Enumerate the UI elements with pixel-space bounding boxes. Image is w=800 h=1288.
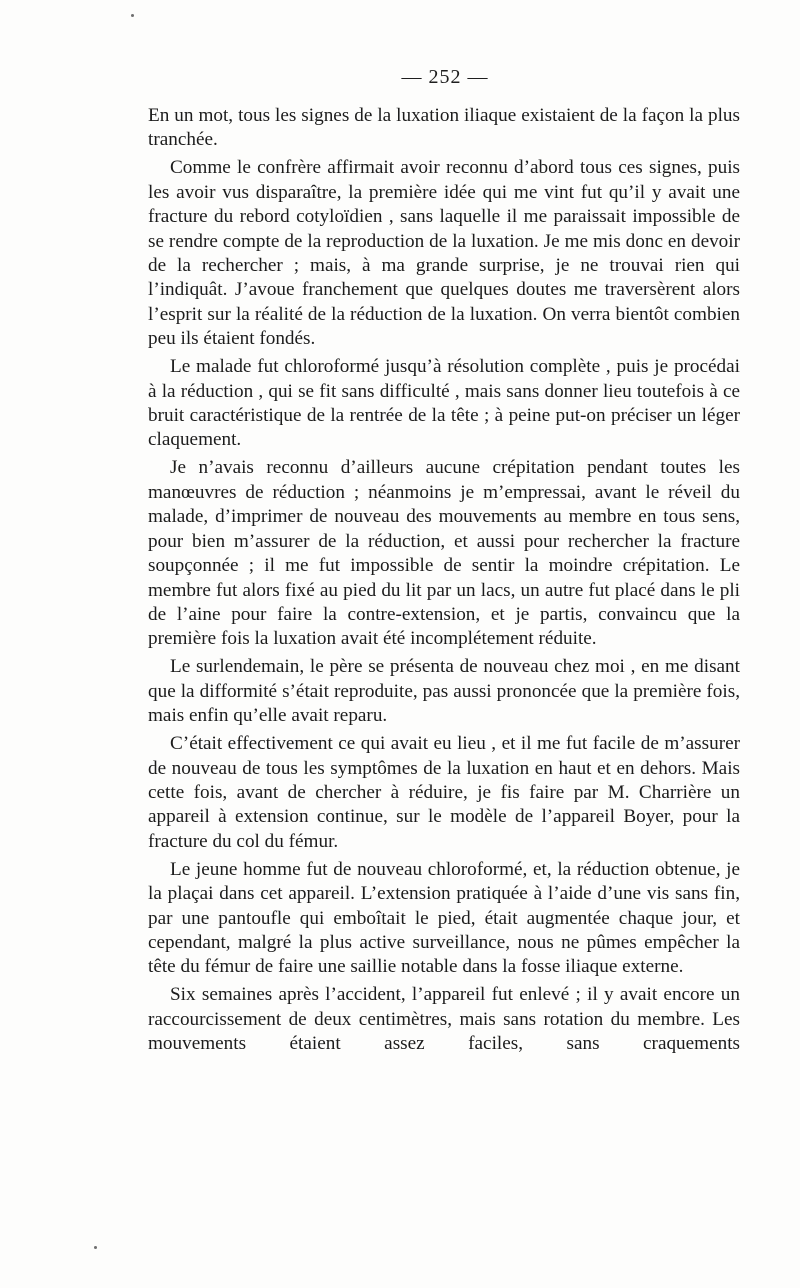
paragraph: En un mot, tous les signes de la luxation iliaque existaient de la façon la plus tranchée. bbox=[148, 105, 740, 151]
body-text bbox=[148, 104, 740, 1060]
paragraph: Le malade fut chloroformé jusqu’à résolution complète , puis je procédai à la réduction , qui se fit sans difficulté , mais sans donner lieu toutefois à ce bruit caractéristique de la rentrée de la tête ; à peine put-on préciser un léger claquement. bbox=[148, 356, 740, 451]
paragraph: Le surlendemain, le père se présenta de nouveau chez moi , en me disant que la difformité s’était reproduite, pas aussi prononcée que la première fois, mais enfin qu’elle avait reparu. bbox=[148, 656, 740, 727]
page-number: — 252 — bbox=[401, 66, 489, 88]
paragraph: Le jeune homme fut de nouveau chloroformé, et, la réduction obtenue, je la plaçai dans cet appareil. L’extension pratiquée à l’aide d’une vis sans fin, par une pantoufle qui emboîtait le pied, était augmentée chaque jour, et cependant, malgré la plus active surveillance, nous ne pûmes empêcher la tête du fémur de faire une saillie notable dans la fosse iliaque externe. bbox=[148, 858, 740, 978]
paragraph: C’était effectivement ce qui avait eu lieu , et il me fut facile de m’assurer de nouveau de tous les symptômes de la luxation en haut et en dehors. Mais cette fois, avant de chercher à réduire, je fis faire par M. Charrière un appareil à extension continue, sur le modèle de l’appareil Boyer, pour la fracture du col du fémur. bbox=[148, 733, 740, 852]
print-speck bbox=[94, 1246, 97, 1249]
paragraph: Je n’avais reconnu d’ailleurs aucune crépitation pendant toutes les manœuvres de réduction ; néanmoins je m’empressai, avant le réveil du malade, d’imprimer de nouveau des mouvements au membre en tous sens, pour bien m’assurer de la réduction, et aussi pour rechercher la fracture soupçonnée ; il me fut impossible de sentir la moindre crépitation. Le membre fut alors fixé au pied du lit par un lacs, un autre fut placé dans le pli de l’aine pour faire la contre-extension, et je partis, convaincu que la première fois la luxation avait été incomplétement réduite. bbox=[148, 457, 740, 650]
paragraph: Comme le confrère affirmait avoir reconnu d’abord tous ces signes, puis les avoir vus disparaître, la première idée qui me vint fut qu’il y avait une fracture du rebord cotyloïdien , sans laquelle il me paraissait impossible de se rendre compte de la reproduction de la luxation. Je me mis donc en devoir de la rechercher ; mais, à ma grande surprise, je ne trouvai rien qui l’indiquât. J’avoue franchement que quelques doutes me traversèrent alors l’esprit sur la réalité de la réduction de la luxation. On verra bientôt combien peu ils étaient fondés. bbox=[148, 157, 740, 350]
paragraph: Six semaines après l’accident, l’appareil fut enlevé ; il y avait encore un raccourcissement de deux centimètres, mais sans rotation du membre. Les mouvements étaient assez faciles, sans craquements bbox=[148, 984, 740, 1055]
print-speck bbox=[131, 14, 134, 17]
